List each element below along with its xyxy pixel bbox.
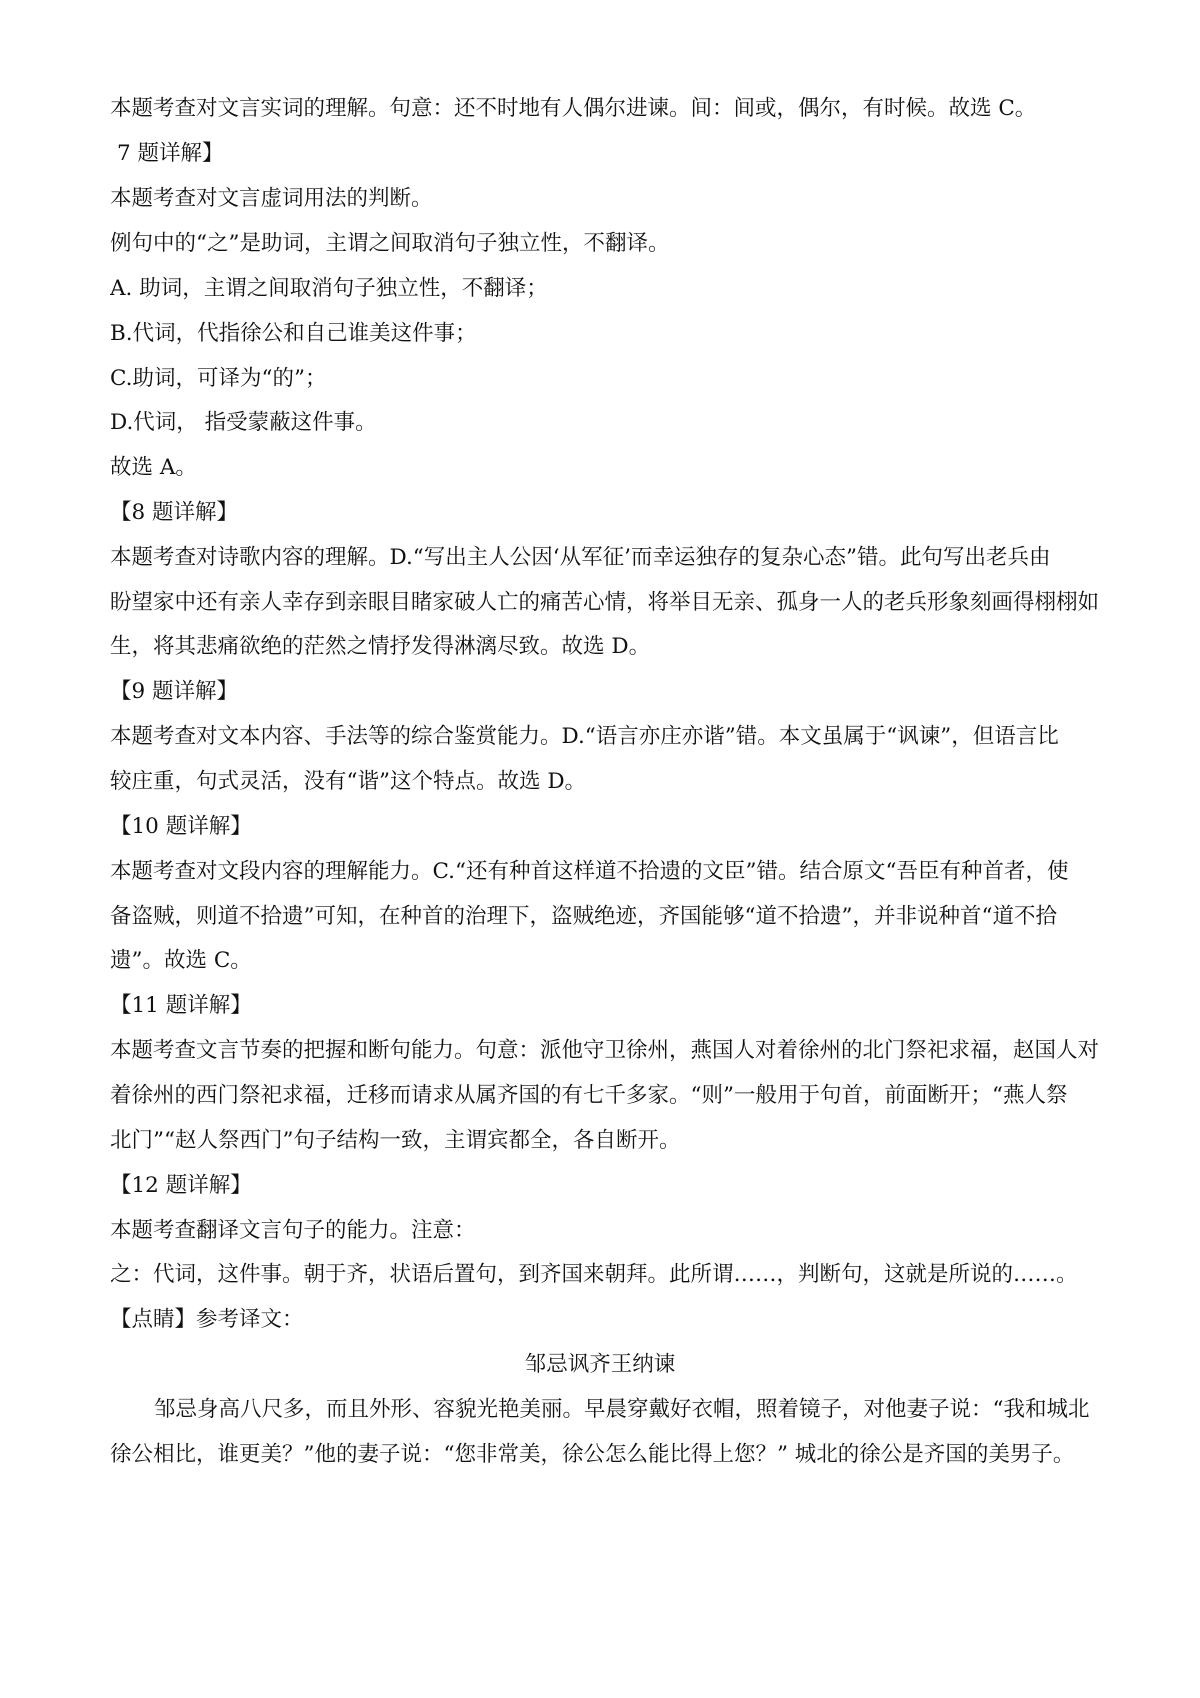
translation-line-2: 徐公相比，谁更美？”他的妻子说：“您非常美，徐公怎么能比得上您？” 城北的徐公是齐国的美男子。 — [110, 1442, 1075, 1467]
q12-heading: 【12 题详解】 — [110, 1173, 252, 1198]
q10-line-1: 本题考查对文段内容的理解能力。C.“还有种首这样道不拾遗的文臣”错。结合原文“吾臣有种首者，使 — [110, 859, 1069, 884]
q7-option-c: C.助词，可译为“的”； — [110, 366, 327, 391]
q7-line-2: 例句中的“之”是助词，主谓之间取消句子独立性，不翻译。 — [110, 231, 670, 256]
q10-line-2: 备盗贼，则道不拾遗”可知，在种首的治理下，盗贼绝迹，齐国能够“道不拾遗”，并非说种首“道不拾 — [110, 904, 1057, 929]
q8-heading: 【8 题详解】 — [110, 500, 239, 525]
q6-explanation-line: 本题考查对文言实词的理解。句意：还不时地有人偶尔进谏。间：间或，偶尔，有时候。故选 C。 — [110, 96, 1037, 121]
q7-heading: 7 题详解】 — [117, 141, 224, 166]
q9-line-1: 本题考查对文本内容、手法等的综合鉴赏能力。D.“语言亦庄亦谐”错。本文虽属于“讽谏”，但语言比 — [110, 724, 1059, 749]
q8-line-1: 本题考查对诗歌内容的理解。D.“写出主人公因‘从军征’而幸运独存的复杂心态”错。此句写出老兵由 — [110, 545, 1051, 570]
q11-heading: 【11 题详解】 — [110, 993, 252, 1018]
q8-line-3: 生，将其悲痛欲绝的茫然之情抒发得淋漓尽致。故选 D。 — [110, 634, 651, 659]
q12-line-2: 之：代词，这件事。朝于齐，状语后置句，到齐国来朝拜。此所谓……，判断句，这就是所说的……。 — [110, 1262, 1078, 1287]
q11-line-2: 着徐州的西门祭祀求福，迁移而请求从属齐国的有七千多家。“则”一般用于句首，前面断开；“燕人祭 — [110, 1083, 1068, 1108]
q10-heading: 【10 题详解】 — [110, 814, 252, 839]
q11-line-3: 北门”“赵人祭西门”句子结构一致，主谓宾都全，各自断开。 — [110, 1128, 681, 1153]
dianjing-heading: 【点睛】参考译文： — [110, 1307, 304, 1332]
q9-line-2: 较庄重，句式灵活，没有“谐”这个特点。故选 D。 — [110, 769, 587, 794]
q7-answer: 故选 A。 — [110, 455, 197, 480]
q7-option-d: D.代词， 指受蒙蔽这件事。 — [110, 410, 377, 435]
q7-option-b: B.代词，代指徐公和自己谁美这件事； — [110, 321, 477, 346]
q12-line-1: 本题考查翻译文言句子的能力。注意： — [110, 1218, 476, 1243]
q8-line-2: 盼望家中还有亲人幸存到亲眼目睹家破人亡的痛苦心情，将举目无亲、孤身一人的老兵形象刻画得栩栩如 — [110, 590, 1100, 615]
q11-line-1: 本题考查文言节奏的把握和断句能力。句意：派他守卫徐州，燕国人对着徐州的北门祭祀求福，赵国人对 — [110, 1038, 1100, 1063]
q7-option-a: A. 助词，主谓之间取消句子独立性，不翻译； — [110, 276, 548, 301]
translation-line-1: 邹忌身高八尺多，而且外形、容貌光艳美丽。早晨穿戴好衣帽，照着镜子，对他妻子说：“我和城北 — [154, 1397, 1090, 1422]
q10-line-3: 遗”。故选 C。 — [110, 948, 252, 973]
translation-title: 邹忌讽齐王纳谏 — [524, 1352, 676, 1377]
q9-heading: 【9 题详解】 — [110, 679, 239, 704]
q7-line-1: 本题考查对文言虚词用法的判断。 — [110, 186, 433, 211]
